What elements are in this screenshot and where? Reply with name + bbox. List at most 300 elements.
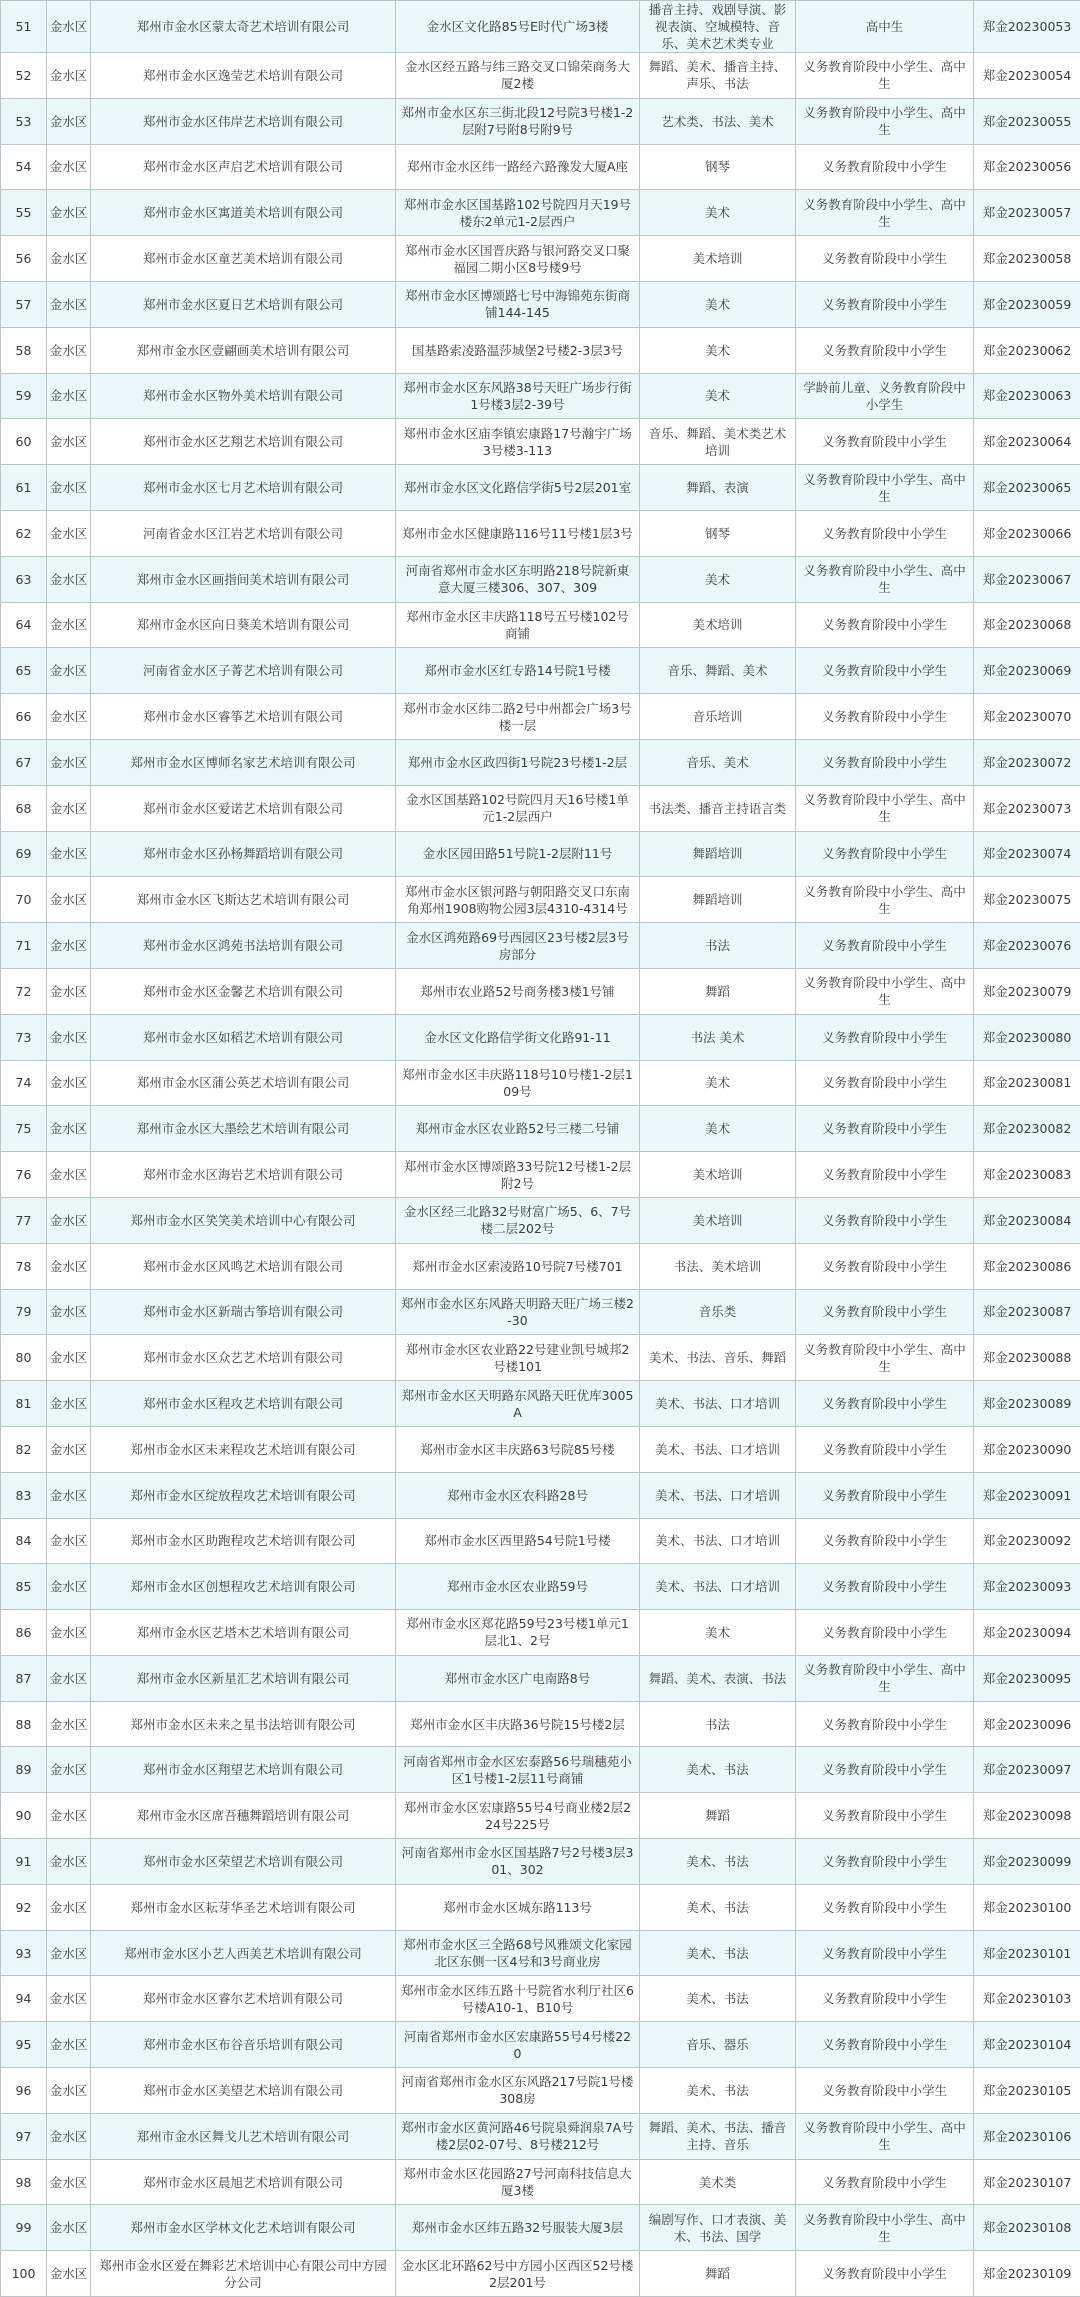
row-number-cell: 85: [1, 1564, 47, 1610]
institution-name-cell: 郑州市金水区孙杨舞蹈培训有限公司: [91, 831, 396, 877]
institution-name-cell: 郑州市金水区声启艺术培训有限公司: [91, 144, 396, 190]
district-cell: 金水区: [47, 877, 91, 923]
address-cell: 郑州市金水区郑花路59号23号楼1单元1层北1、2号: [396, 1610, 640, 1656]
district-cell: 金水区: [47, 1426, 91, 1472]
table-row: [1, 831, 1080, 877]
district-cell: 金水区: [47, 1747, 91, 1793]
row-number-cell: 57: [1, 281, 47, 327]
license-number-cell: 郑金20230055: [974, 98, 1080, 144]
row-number-cell: 63: [1, 556, 47, 602]
target-students-cell: 义务教育阶段中小学生、高中生: [796, 2205, 974, 2251]
license-number-cell: 郑金20230088: [974, 1335, 1080, 1381]
district-cell: 金水区: [47, 1014, 91, 1060]
training-subjects-cell: 钢琴: [640, 144, 796, 190]
table-row: [1, 1426, 1080, 1472]
training-subjects-cell: 舞蹈、美术、书法、播音主持、音乐: [640, 2113, 796, 2159]
district-cell: 金水区: [47, 1930, 91, 1976]
row-number-cell: 72: [1, 968, 47, 1014]
target-students-cell: 义务教育阶段中小学生: [796, 1472, 974, 1518]
training-subjects-cell: 艺术类、书法、美术: [640, 98, 796, 144]
target-students-cell: 义务教育阶段中小学生: [796, 1930, 974, 1976]
license-number-cell: 郑金20230083: [974, 1152, 1080, 1198]
row-number-cell: 95: [1, 2022, 47, 2068]
address-cell: 郑州市金水区花园路27号河南科技信息大厦3楼: [396, 2159, 640, 2205]
district-cell: 金水区: [47, 373, 91, 419]
target-students-cell: 义务教育阶段中小学生: [796, 694, 974, 740]
license-number-cell: 郑金20230058: [974, 236, 1080, 282]
training-subjects-cell: 美术: [640, 1060, 796, 1106]
address-cell: 郑州市金水区国晋庆路与银河路交叉口聚福园二期小区8号楼9号: [396, 236, 640, 282]
institution-name-cell: 郑州市金水区金馨艺术培训有限公司: [91, 968, 396, 1014]
target-students-cell: 义务教育阶段中小学生、高中生: [796, 1655, 974, 1701]
institution-name-cell: 郑州市金水区画指间美术培训有限公司: [91, 556, 396, 602]
institution-name-cell: 郑州市金水区七月艺术培训有限公司: [91, 465, 396, 511]
row-number-cell: 78: [1, 1243, 47, 1289]
table-row: [1, 2205, 1080, 2251]
row-number-cell: 84: [1, 1518, 47, 1564]
training-subjects-cell: 美术培训: [640, 602, 796, 648]
district-cell: 金水区: [47, 1793, 91, 1839]
district-cell: 金水区: [47, 53, 91, 99]
target-students-cell: 义务教育阶段中小学生、高中生: [796, 98, 974, 144]
district-cell: 金水区: [47, 1152, 91, 1198]
license-number-cell: 郑金20230091: [974, 1472, 1080, 1518]
target-students-cell: 义务教育阶段中小学生、高中生: [796, 785, 974, 831]
district-cell: 金水区: [47, 1884, 91, 1930]
training-subjects-cell: 舞蹈: [640, 2251, 796, 2297]
district-cell: 金水区: [47, 785, 91, 831]
table-row: [1, 1197, 1080, 1243]
license-number-cell: 郑金20230054: [974, 53, 1080, 99]
address-cell: 郑州市金水区纬一路经六路豫发大厦A座: [396, 144, 640, 190]
training-subjects-cell: 美术培训: [640, 1152, 796, 1198]
district-cell: 金水区: [47, 1197, 91, 1243]
address-cell: 河南省郑州市金水区宏康路55号4号楼220: [396, 2022, 640, 2068]
row-number-cell: 79: [1, 1289, 47, 1335]
table-row: [1, 465, 1080, 511]
address-cell: 郑州市金水区政四街1号院23号楼1-2层: [396, 739, 640, 785]
row-number-cell: 70: [1, 877, 47, 923]
institution-name-cell: 郑州市金水区新星汇艺术培训有限公司: [91, 1655, 396, 1701]
training-subjects-cell: 美术、书法: [640, 1930, 796, 1976]
license-number-cell: 郑金20230057: [974, 190, 1080, 236]
license-number-cell: 郑金20230093: [974, 1564, 1080, 1610]
training-subjects-cell: 书法、美术培训: [640, 1243, 796, 1289]
address-cell: 河南省郑州市金水区东风路217号院1号楼308房: [396, 2068, 640, 2114]
institution-name-cell: 郑州市金水区睿尔艺术培训有限公司: [91, 1976, 396, 2022]
address-cell: 国基路索凌路温莎城堡2号楼2-3层3号: [396, 327, 640, 373]
training-subjects-cell: 美术、书法、口才培训: [640, 1381, 796, 1427]
target-students-cell: 高中生: [796, 1, 974, 53]
license-number-cell: 郑金20230105: [974, 2068, 1080, 2114]
table-row: [1, 327, 1080, 373]
training-subjects-cell: 美术、书法、口才培训: [640, 1564, 796, 1610]
table-row: [1, 2022, 1080, 2068]
license-number-cell: 郑金20230053: [974, 1, 1080, 53]
training-subjects-cell: 书法: [640, 1701, 796, 1747]
table-row: [1, 1839, 1080, 1885]
institution-name-cell: 郑州市金水区舞戈儿艺术培训有限公司: [91, 2113, 396, 2159]
table-row: [1, 1289, 1080, 1335]
target-students-cell: 义务教育阶段中小学生: [796, 739, 974, 785]
district-cell: 金水区: [47, 602, 91, 648]
target-students-cell: 义务教育阶段中小学生: [796, 1976, 974, 2022]
address-cell: 郑州市金水区三全路68号风雅颂文化家园北区东侧一区4号和3号商业房: [396, 1930, 640, 1976]
address-cell: 郑州市金水区索凌路10号院7号楼701: [396, 1243, 640, 1289]
district-cell: 金水区: [47, 923, 91, 969]
table-row: [1, 1472, 1080, 1518]
institution-name-cell: 郑州市金水区布谷音乐培训有限公司: [91, 2022, 396, 2068]
training-subjects-cell: 美术、书法: [640, 2068, 796, 2114]
row-number-cell: 60: [1, 419, 47, 465]
license-number-cell: 郑金20230067: [974, 556, 1080, 602]
target-students-cell: 义务教育阶段中小学生: [796, 1106, 974, 1152]
license-number-cell: 郑金20230087: [974, 1289, 1080, 1335]
institution-name-cell: 郑州市金水区向日葵美术培训有限公司: [91, 602, 396, 648]
training-subjects-cell: 美术、书法: [640, 1839, 796, 1885]
district-cell: 金水区: [47, 2159, 91, 2205]
target-students-cell: 义务教育阶段中小学生: [796, 1884, 974, 1930]
address-cell: 郑州市金水区农业路59号: [396, 1564, 640, 1610]
license-number-cell: 郑金20230086: [974, 1243, 1080, 1289]
training-subjects-cell: 美术: [640, 281, 796, 327]
row-number-cell: 58: [1, 327, 47, 373]
row-number-cell: 64: [1, 602, 47, 648]
district-cell: 金水区: [47, 190, 91, 236]
institution-name-cell: 郑州市金水区耘芽华圣艺术培训有限公司: [91, 1884, 396, 1930]
training-subjects-cell: 美术、书法、口才培训: [640, 1426, 796, 1472]
license-number-cell: 郑金20230075: [974, 877, 1080, 923]
row-number-cell: 53: [1, 98, 47, 144]
row-number-cell: 71: [1, 923, 47, 969]
target-students-cell: 义务教育阶段中小学生: [796, 923, 974, 969]
table-row: [1, 1060, 1080, 1106]
license-number-cell: 郑金20230076: [974, 923, 1080, 969]
table-row: [1, 98, 1080, 144]
institution-name-cell: 郑州市金水区夏日艺术培训有限公司: [91, 281, 396, 327]
training-subjects-cell: 舞蹈培训: [640, 877, 796, 923]
training-subjects-cell: 美术类: [640, 2159, 796, 2205]
training-subjects-cell: 钢琴: [640, 510, 796, 556]
license-number-cell: 郑金20230073: [974, 785, 1080, 831]
target-students-cell: 义务教育阶段中小学生: [796, 1564, 974, 1610]
table-row: [1, 602, 1080, 648]
district-cell: 金水区: [47, 1839, 91, 1885]
district-cell: 金水区: [47, 236, 91, 282]
license-number-cell: 郑金20230081: [974, 1060, 1080, 1106]
institution-name-cell: 郑州市金水区众艺艺术培训有限公司: [91, 1335, 396, 1381]
address-cell: 郑州市农业路52号商务楼3楼1号铺: [396, 968, 640, 1014]
row-number-cell: 88: [1, 1701, 47, 1747]
license-number-cell: 郑金20230089: [974, 1381, 1080, 1427]
target-students-cell: 义务教育阶段中小学生: [796, 1289, 974, 1335]
district-cell: 金水区: [47, 1701, 91, 1747]
table-row: [1, 419, 1080, 465]
license-number-cell: 郑金20230056: [974, 144, 1080, 190]
district-cell: 金水区: [47, 968, 91, 1014]
address-cell: 郑州市金水区农业路52号三楼二号铺: [396, 1106, 640, 1152]
address-cell: 河南省郑州市金水区国基路7号2号楼3层301、302: [396, 1839, 640, 1885]
address-cell: 郑州市金水区东风路38号天旺广场步行街1号楼3层2-39号: [396, 373, 640, 419]
row-number-cell: 96: [1, 2068, 47, 2114]
institution-name-cell: 郑州市金水区小艺人西美艺术培训有限公司: [91, 1930, 396, 1976]
row-number-cell: 52: [1, 53, 47, 99]
training-subjects-cell: 美术: [640, 327, 796, 373]
training-subjects-cell: 舞蹈培训: [640, 831, 796, 877]
institution-name-cell: 郑州市金水区伟岸艺术培训有限公司: [91, 98, 396, 144]
training-subjects-cell: 音乐、舞蹈、美术类艺术培训: [640, 419, 796, 465]
license-number-cell: 郑金20230066: [974, 510, 1080, 556]
license-number-cell: 郑金20230103: [974, 1976, 1080, 2022]
institution-name-cell: 郑州市金水区爱诺艺术培训有限公司: [91, 785, 396, 831]
institution-name-cell: 郑州市金水区大墨绘艺术培训有限公司: [91, 1106, 396, 1152]
row-number-cell: 80: [1, 1335, 47, 1381]
row-number-cell: 69: [1, 831, 47, 877]
institution-name-cell: 郑州市金水区创想程攻艺术培训有限公司: [91, 1564, 396, 1610]
table-row: [1, 785, 1080, 831]
row-number-cell: 54: [1, 144, 47, 190]
target-students-cell: 义务教育阶段中小学生: [796, 1197, 974, 1243]
address-cell: 金水区文化路85号E时代广场3楼: [396, 1, 640, 53]
institution-name-cell: 郑州市金水区席吾穗舞蹈培训有限公司: [91, 1793, 396, 1839]
district-cell: 金水区: [47, 1243, 91, 1289]
table-row: [1, 648, 1080, 694]
license-number-cell: 郑金20230096: [974, 1701, 1080, 1747]
institution-name-cell: 郑州市金水区翔望艺术培训有限公司: [91, 1747, 396, 1793]
address-cell: 郑州市金水区广电南路8号: [396, 1655, 640, 1701]
table-row: [1, 2113, 1080, 2159]
institution-name-cell: 河南省金水区子菁艺术培训有限公司: [91, 648, 396, 694]
address-cell: 郑州市金水区博颂路七号中海锦苑东街商铺144-145: [396, 281, 640, 327]
target-students-cell: 义务教育阶段中小学生: [796, 1747, 974, 1793]
target-students-cell: 义务教育阶段中小学生: [796, 236, 974, 282]
training-subjects-cell: 美术、书法、口才培训: [640, 1518, 796, 1564]
row-number-cell: 65: [1, 648, 47, 694]
training-subjects-cell: 音乐类: [640, 1289, 796, 1335]
row-number-cell: 83: [1, 1472, 47, 1518]
target-students-cell: 义务教育阶段中小学生、高中生: [796, 968, 974, 1014]
institution-name-cell: 郑州市金水区荣望艺术培训有限公司: [91, 1839, 396, 1885]
table-row: [1, 556, 1080, 602]
row-number-cell: 55: [1, 190, 47, 236]
license-number-cell: 郑金20230069: [974, 648, 1080, 694]
institution-name-cell: 郑州市金水区蒲公英艺术培训有限公司: [91, 1060, 396, 1106]
target-students-cell: 义务教育阶段中小学生、高中生: [796, 465, 974, 511]
target-students-cell: 义务教育阶段中小学生、高中生: [796, 190, 974, 236]
license-number-cell: 郑金20230109: [974, 2251, 1080, 2297]
license-number-cell: 郑金20230065: [974, 465, 1080, 511]
address-cell: 郑州市金水区黄河路46号院泉舜润泉7A号楼2层02-07号、8号楼212号: [396, 2113, 640, 2159]
institution-name-cell: 郑州市金水区物外美术培训有限公司: [91, 373, 396, 419]
row-number-cell: 67: [1, 739, 47, 785]
target-students-cell: 义务教育阶段中小学生: [796, 1426, 974, 1472]
table-row: [1, 694, 1080, 740]
training-subjects-cell: 美术培训: [640, 236, 796, 282]
district-cell: 金水区: [47, 1655, 91, 1701]
target-students-cell: 义务教育阶段中小学生: [796, 327, 974, 373]
district-cell: 金水区: [47, 1381, 91, 1427]
institution-name-cell: 郑州市金水区程攻艺术培训有限公司: [91, 1381, 396, 1427]
address-cell: 郑州市金水区宏康路55号4号商业楼2层224号225号: [396, 1793, 640, 1839]
row-number-cell: 76: [1, 1152, 47, 1198]
license-number-cell: 郑金20230079: [974, 968, 1080, 1014]
row-number-cell: 86: [1, 1610, 47, 1656]
training-subjects-cell: 美术: [640, 556, 796, 602]
address-cell: 郑州市金水区健康路116号11号楼1层3号: [396, 510, 640, 556]
license-number-cell: 郑金20230106: [974, 2113, 1080, 2159]
table-row: [1, 739, 1080, 785]
table-row: [1, 2159, 1080, 2205]
row-number-cell: 90: [1, 1793, 47, 1839]
row-number-cell: 98: [1, 2159, 47, 2205]
address-cell: 郑州市金水区东三街北段12号院3号楼1-2层附7号附8号附9号: [396, 98, 640, 144]
training-subjects-cell: 播音主持、戏剧导演、影视表演、空城模特、音乐、美术艺术类专业: [640, 1, 796, 53]
license-number-cell: 郑金20230094: [974, 1610, 1080, 1656]
table-row: [1, 1152, 1080, 1198]
address-cell: 金水区园田路51号院1-2层附11号: [396, 831, 640, 877]
training-subjects-cell: 舞蹈: [640, 968, 796, 1014]
training-subjects-cell: 美术: [640, 1106, 796, 1152]
target-students-cell: 义务教育阶段中小学生: [796, 510, 974, 556]
institution-name-cell: 郑州市金水区学林文化艺术培训有限公司: [91, 2205, 396, 2251]
target-students-cell: 义务教育阶段中小学生: [796, 2022, 974, 2068]
table-row: [1, 968, 1080, 1014]
license-number-cell: 郑金20230068: [974, 602, 1080, 648]
training-subjects-cell: 美术培训: [640, 1197, 796, 1243]
row-number-cell: 97: [1, 2113, 47, 2159]
district-cell: 金水区: [47, 1106, 91, 1152]
table-row: [1, 236, 1080, 282]
training-subjects-cell: 美术: [640, 190, 796, 236]
row-number-cell: 87: [1, 1655, 47, 1701]
table-row: [1, 2068, 1080, 2114]
table-row: [1, 281, 1080, 327]
table-row: [1, 1655, 1080, 1701]
address-cell: 郑州市金水区丰庆路118号五号楼102号商铺: [396, 602, 640, 648]
address-cell: 郑州市金水区纬五路32号服装大厦3层: [396, 2205, 640, 2251]
table-row: [1, 1976, 1080, 2022]
district-cell: 金水区: [47, 465, 91, 511]
district-cell: 金水区: [47, 144, 91, 190]
institution-name-cell: 郑州市金水区壹翩画美术培训有限公司: [91, 327, 396, 373]
target-students-cell: 义务教育阶段中小学生、高中生: [796, 556, 974, 602]
target-students-cell: 义务教育阶段中小学生: [796, 1610, 974, 1656]
address-cell: 郑州市金水区银河路与朝阳路交叉口东南角郑州1908购物公园3层4310-4314号: [396, 877, 640, 923]
district-cell: 金水区: [47, 1518, 91, 1564]
training-subjects-cell: 美术、书法: [640, 1884, 796, 1930]
target-students-cell: 义务教育阶段中小学生: [796, 144, 974, 190]
district-cell: 金水区: [47, 419, 91, 465]
row-number-cell: 91: [1, 1839, 47, 1885]
address-cell: 金水区经三北路32号财富广场5、6、7号楼二层202号: [396, 1197, 640, 1243]
target-students-cell: 义务教育阶段中小学生、高中生: [796, 53, 974, 99]
target-students-cell: 义务教育阶段中小学生: [796, 1014, 974, 1060]
district-cell: 金水区: [47, 2022, 91, 2068]
target-students-cell: 义务教育阶段中小学生: [796, 602, 974, 648]
address-cell: 郑州市金水区城东路113号: [396, 1884, 640, 1930]
training-subjects-cell: 舞蹈、美术、播音主持、声乐、书法: [640, 53, 796, 99]
training-subjects-cell: 美术: [640, 1610, 796, 1656]
row-number-cell: 73: [1, 1014, 47, 1060]
training-subjects-cell: 美术: [640, 373, 796, 419]
district-cell: 金水区: [47, 694, 91, 740]
license-number-cell: 郑金20230098: [974, 1793, 1080, 1839]
target-students-cell: 义务教育阶段中小学生: [796, 648, 974, 694]
district-cell: 金水区: [47, 1610, 91, 1656]
district-cell: 金水区: [47, 281, 91, 327]
institution-name-cell: 郑州市金水区未来之星书法培训有限公司: [91, 1701, 396, 1747]
table-row: [1, 510, 1080, 556]
table-row: [1, 923, 1080, 969]
training-subjects-cell: 书法类、播音主持语言类: [640, 785, 796, 831]
target-students-cell: 义务教育阶段中小学生: [796, 1793, 974, 1839]
institution-name-cell: 郑州市金水区艺塔木艺术培训有限公司: [91, 1610, 396, 1656]
district-cell: 金水区: [47, 2068, 91, 2114]
target-students-cell: 义务教育阶段中小学生: [796, 831, 974, 877]
target-students-cell: 学龄前儿童、义务教育阶段中小学生: [796, 373, 974, 419]
district-cell: 金水区: [47, 648, 91, 694]
table-row: [1, 1518, 1080, 1564]
address-cell: 郑州市金水区农科路28号: [396, 1472, 640, 1518]
training-subjects-cell: 舞蹈、表演: [640, 465, 796, 511]
district-cell: 金水区: [47, 327, 91, 373]
table-row: [1, 53, 1080, 99]
target-students-cell: 义务教育阶段中小学生: [796, 2159, 974, 2205]
table-row: [1, 1381, 1080, 1427]
address-cell: 郑州市金水区农业路22号建业凯号城邦2号楼101: [396, 1335, 640, 1381]
license-number-cell: 郑金20230095: [974, 1655, 1080, 1701]
table-row: [1, 1, 1080, 53]
address-cell: 河南省郑州市金水区宏泰路56号瑞穗苑小区1号楼1-2层11号商铺: [396, 1747, 640, 1793]
target-students-cell: 义务教育阶段中小学生: [796, 1518, 974, 1564]
training-subjects-cell: 美术、书法、口才培训: [640, 1472, 796, 1518]
district-cell: 金水区: [47, 510, 91, 556]
row-number-cell: 62: [1, 510, 47, 556]
district-cell: 金水区: [47, 1289, 91, 1335]
license-number-cell: 郑金20230084: [974, 1197, 1080, 1243]
table-row: [1, 877, 1080, 923]
license-number-cell: 郑金20230108: [974, 2205, 1080, 2251]
row-number-cell: 59: [1, 373, 47, 419]
target-students-cell: 义务教育阶段中小学生: [796, 419, 974, 465]
address-cell: 金水区北环路62号中方园小区西区52号楼2层201号: [396, 2251, 640, 2297]
target-students-cell: 义务教育阶段中小学生、高中生: [796, 1335, 974, 1381]
row-number-cell: 66: [1, 694, 47, 740]
license-number-cell: 郑金20230097: [974, 1747, 1080, 1793]
institution-name-cell: 郑州市金水区鸿苑书法培训有限公司: [91, 923, 396, 969]
address-cell: 郑州市金水区东风路天明路天旺广场三楼2-30: [396, 1289, 640, 1335]
target-students-cell: 义务教育阶段中小学生: [796, 1152, 974, 1198]
license-number-cell: 郑金20230107: [974, 2159, 1080, 2205]
address-cell: 河南省郑州市金水区东明路218号院新東意大厦三楼306、307、309: [396, 556, 640, 602]
institution-name-cell: 郑州市金水区艺翔艺术培训有限公司: [91, 419, 396, 465]
institution-name-cell: 郑州市金水区博师名家艺术培训有限公司: [91, 739, 396, 785]
training-subjects-cell: 书法 美术: [640, 1014, 796, 1060]
training-subjects-cell: 音乐、美术: [640, 739, 796, 785]
row-number-cell: 75: [1, 1106, 47, 1152]
training-subjects-cell: 美术、书法、音乐、舞蹈: [640, 1335, 796, 1381]
institution-name-cell: 郑州市金水区爱在舞彩艺术培训中心有限公司中方园分公司: [91, 2251, 396, 2297]
row-number-cell: 68: [1, 785, 47, 831]
training-subjects-cell: 音乐、舞蹈、美术: [640, 648, 796, 694]
license-number-cell: 郑金20230100: [974, 1884, 1080, 1930]
table-row: [1, 1106, 1080, 1152]
district-cell: 金水区: [47, 2251, 91, 2297]
institution-name-cell: 郑州市金水区绽放程攻艺术培训有限公司: [91, 1472, 396, 1518]
district-cell: 金水区: [47, 98, 91, 144]
district-cell: 金水区: [47, 1976, 91, 2022]
license-number-cell: 郑金20230080: [974, 1014, 1080, 1060]
